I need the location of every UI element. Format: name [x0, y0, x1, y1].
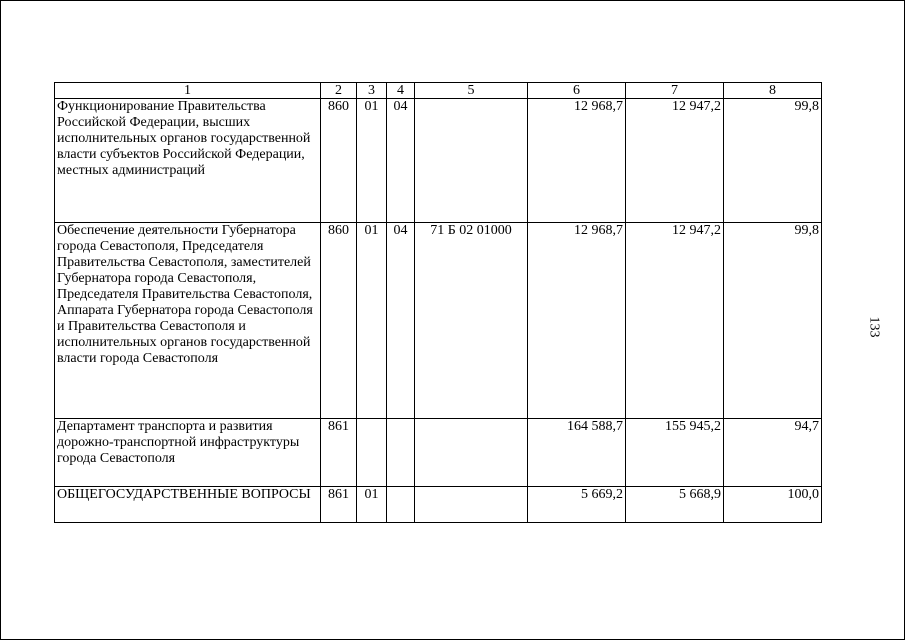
cell-subsection: 04 [387, 223, 415, 419]
column-header: 7 [626, 83, 724, 99]
column-header: 5 [415, 83, 528, 99]
cell-percent: 99,8 [724, 99, 822, 223]
table-row [55, 99, 822, 223]
cell-value: 164 588,7 [528, 419, 626, 487]
row-name: Обеспечение деятельности Губернатора города Севастополя, Председателя Правительства Севастополя, заместителей Губернатора города Севастополя, Председателя Правительства Севастополя, Аппарата Губернатора города Севастополя и Правительства Севастополя и исполнительных органов государственной власти города Севастополя [55, 223, 321, 419]
table-header-row [55, 83, 822, 99]
cell-percent: 100,0 [724, 487, 822, 523]
cell-percent: 99,8 [724, 223, 822, 419]
cell-value: 12 947,2 [626, 223, 724, 419]
table-row [55, 487, 822, 523]
cell-value: 5 669,2 [528, 487, 626, 523]
cell-target-article [415, 99, 528, 223]
cell-target-article [415, 487, 528, 523]
cell-section [357, 419, 387, 487]
cell-target-article [415, 419, 528, 487]
cell-value: 12 968,7 [528, 223, 626, 419]
column-header: 3 [357, 83, 387, 99]
cell-code: 860 [321, 99, 357, 223]
cell-section: 01 [357, 99, 387, 223]
cell-code: 861 [321, 419, 357, 487]
row-name: Функционирование Правительства Российской Федерации, высших исполнительных органов государственной власти субъектов Российской Федерации, местных администраций [55, 99, 321, 223]
cell-percent: 94,7 [724, 419, 822, 487]
cell-code: 860 [321, 223, 357, 419]
cell-value: 12 968,7 [528, 99, 626, 223]
cell-value: 12 947,2 [626, 99, 724, 223]
row-name: Департамент транспорта и развития дорожно-транспортной инфраструктуры города Севастополя [55, 419, 321, 487]
row-name: ОБЩЕГОСУДАРСТВЕННЫЕ ВОПРОСЫ [55, 487, 321, 523]
table-row [55, 419, 822, 487]
cell-value: 155 945,2 [626, 419, 724, 487]
cell-subsection [387, 487, 415, 523]
page-number: 133 [866, 316, 882, 338]
cell-target-article: 71 Б 02 01000 [415, 223, 528, 419]
cell-section: 01 [357, 487, 387, 523]
cell-code: 861 [321, 487, 357, 523]
cell-subsection: 04 [387, 99, 415, 223]
column-header: 2 [321, 83, 357, 99]
column-header: 1 [55, 83, 321, 99]
column-header: 8 [724, 83, 822, 99]
cell-value: 5 668,9 [626, 487, 724, 523]
column-header: 6 [528, 83, 626, 99]
budget-table [54, 82, 822, 523]
cell-subsection [387, 419, 415, 487]
cell-section: 01 [357, 223, 387, 419]
table-row [55, 223, 822, 419]
column-header: 4 [387, 83, 415, 99]
